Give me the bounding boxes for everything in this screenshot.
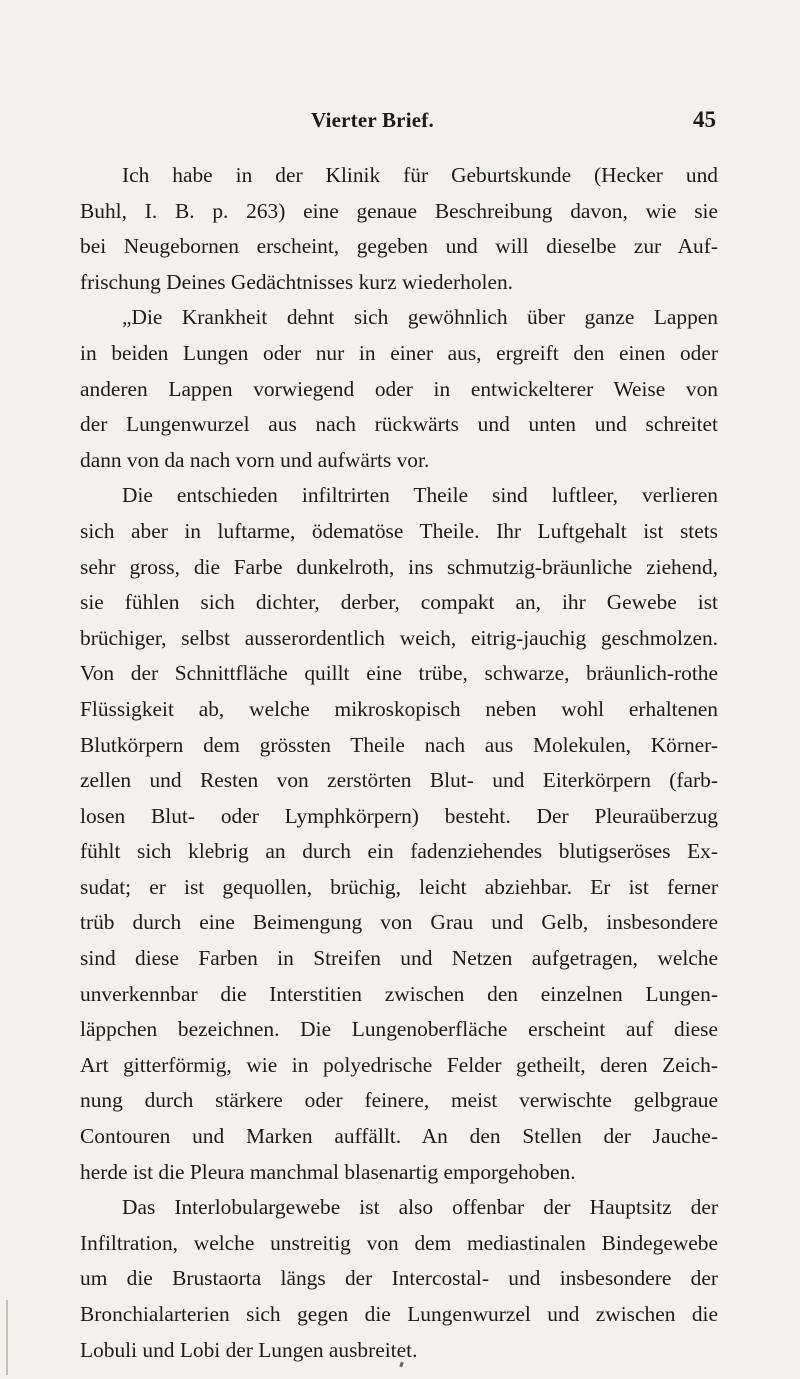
text-line: um die Brustaorta längs der Intercostal- und insbesondere der [80,1266,718,1291]
body-text [80,158,718,1368]
text-line: unverkennbar die Interstitien zwischen den einzelnen Lungen- [80,981,718,1006]
page-edge-mark [6,1300,8,1375]
text-line: sudat; er ist gequollen, brüchig, leicht abziehbar. Er ist ferner [80,874,718,899]
text-line: brüchiger, selbst ausserordentlich weich, eitrig-jauchig geschmolzen. [80,625,718,650]
running-head [78,108,720,138]
running-title: Vierter Brief. [311,108,434,132]
paragraph-1 [80,158,718,300]
text-line: losen Blut- oder Lymphkörpern) besteht. Der Pleuraüberzug [80,803,718,828]
text-line: sich aber in luftarme, ödematöse Theile. Ihr Luftgehalt ist stets [80,518,718,543]
paragraph-4 [80,1190,718,1368]
text-line: in beiden Lungen oder nur in einer aus, ergreift den einen oder [80,340,718,365]
text-line: zellen und Resten von zerstörten Blut- und Eiterkörpern (farb- [80,768,718,793]
text-line: Art gitterförmig, wie in polyedrische Felder getheilt, deren Zeich- [80,1052,718,1077]
text-line: Infiltration, welche unstreitig von dem mediastinalen Bindegewebe [80,1230,718,1255]
text-line: dann von da nach vorn und aufwärts vor. [80,447,430,472]
text-line: Ich habe in der Klinik für Geburtskunde (Hecker und [122,163,718,187]
text-line: Bronchialarterien sich gegen die Lungenwurzel und zwischen die [80,1302,718,1326]
text-line: der Lungenwurzel aus nach rückwärts und unten und schreitet [80,412,718,437]
text-line: bei Neugebornen erscheint, gegeben und will dieselbe zur Auf- [80,234,718,259]
text-line: anderen Lappen vorwiegend oder in entwickelterer Weise von [80,376,718,401]
text-line: Lobuli und Lobi der Lungen ausbreitet. [80,1337,418,1362]
text-line: Buhl, I. B. p. 263) eine genaue Beschreibung davon, wie sie [80,198,718,223]
text-line: Flüssigkeit ab, welche mikroskopisch neben wohl erhaltenen [80,696,718,721]
text-line: Das Interlobulargewebe ist also offenbar der Hauptsitz der [122,1195,718,1220]
text-line: herde ist die Pleura manchmal blasenartig emporgehoben. [80,1159,576,1184]
text-line: Von der Schnittfläche quillt eine trübe, schwarze, bräunlich-rothe [80,661,718,686]
text-line: läppchen bezeichnen. Die Lungenoberfläche erscheint auf diese [80,1017,718,1042]
text-line: Die entschieden infiltrirten Theile sind luftleer, verlieren [122,483,718,508]
text-line: Contouren und Marken auffällt. An den Stellen der Jauche- [80,1124,718,1149]
text-line: trüb durch eine Beimengung von Grau und Gelb, insbesondere [80,910,718,935]
page-number: 45 [693,107,716,132]
paragraph-2 [80,300,718,478]
text-line: Blutkörpern dem grössten Theile nach aus Molekulen, Körner- [80,732,718,757]
text-line: sind diese Farben in Streifen und Netzen aufgetragen, welche [80,946,718,971]
text-line: nung durch stärkere oder feinere, meist verwischte gelbgraue [80,1088,718,1113]
text-line: frischung Deines Gedächtnisses kurz wiederholen. [80,269,514,294]
text-line: sehr gross, die Farbe dunkelroth, ins schmutzig-bräunliche ziehend, [80,554,718,579]
text-line: fühlt sich klebrig an durch ein fadenziehendes blutigseröses Ex- [80,839,718,864]
text-line: „Die Krankheit dehnt sich gewöhnlich über ganze Lappen [122,305,718,330]
paragraph-3 [80,478,718,1190]
text-line: sie fühlen sich dichter, derber, compakt an, ihr Gewebe ist [80,590,718,615]
